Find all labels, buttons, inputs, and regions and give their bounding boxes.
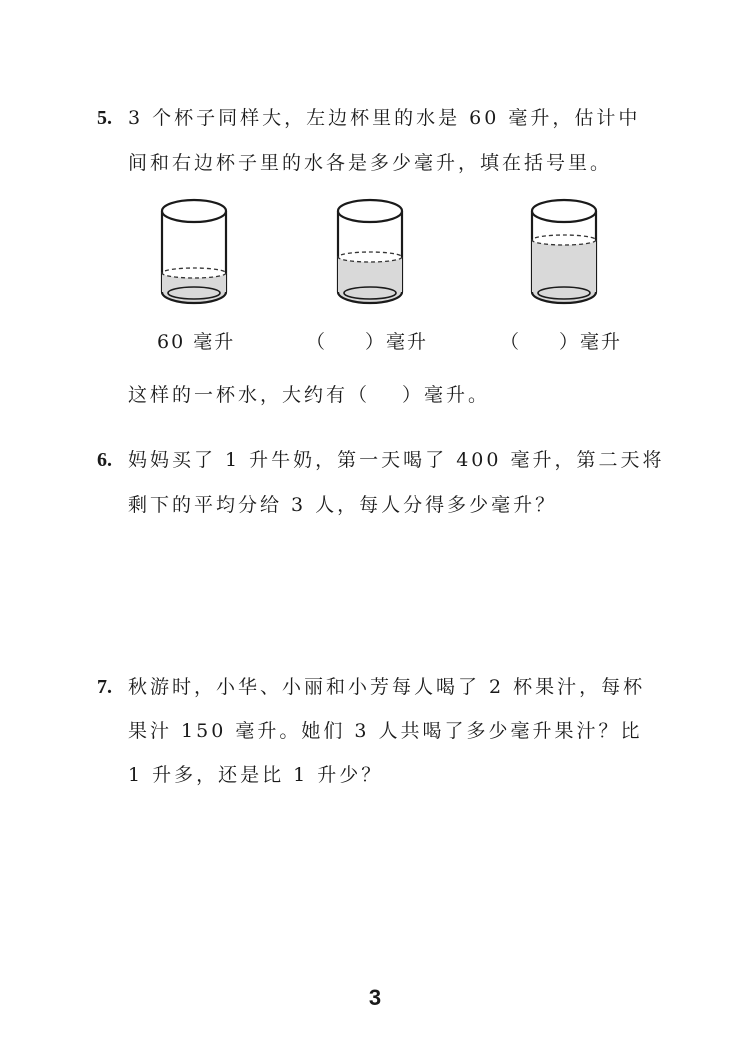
estimate-answer-blank[interactable]: （ ） bbox=[348, 384, 425, 406]
paren-open: （ bbox=[500, 331, 522, 353]
question-6-number: 6. bbox=[97, 449, 112, 471]
paren-open: （ bbox=[306, 331, 328, 353]
unit-label: 毫升 bbox=[386, 331, 429, 353]
line-3-after: 毫升。 bbox=[424, 384, 491, 406]
question-7-line-1: 秋游时，小华、小丽和小芳每人喝了 2 杯果汁，每杯 bbox=[128, 676, 646, 698]
question-7-number: 7. bbox=[97, 676, 112, 698]
cup-right-answer-blank[interactable] bbox=[500, 330, 622, 354]
paren-close: ） bbox=[559, 331, 581, 353]
question-6-line-1: 妈妈买了 1 升牛奶，第一天喝了 400 毫升，第二天将 bbox=[128, 449, 665, 471]
paren-close: ） bbox=[365, 331, 387, 353]
cup-left bbox=[158, 196, 230, 308]
page-number: 3 bbox=[368, 985, 382, 1010]
question-5-line-1: 3 个杯子同样大，左边杯里的水是 60 毫升，估计中 bbox=[128, 107, 641, 129]
unit-label: 毫升 bbox=[580, 331, 623, 353]
question-7-line-3: 1 升多，还是比 1 升少？ bbox=[128, 764, 384, 786]
line-3-before: 这样的一杯水，大约有 bbox=[128, 384, 349, 406]
question-5-line-2: 间和右边杯子里的水各是多少毫升，填在括号里。 bbox=[128, 152, 613, 174]
question-7-line-2: 果汁 150 毫升。她们 3 人共喝了多少毫升果汁？比 bbox=[128, 720, 643, 742]
cup-middle-answer-blank[interactable] bbox=[306, 330, 428, 354]
question-5-number: 5. bbox=[97, 107, 112, 129]
cup-left-label: 60 毫升 bbox=[157, 331, 236, 353]
question-5-line-3 bbox=[128, 383, 490, 407]
question-6-line-2: 剩下的平均分给 3 人，每人分得多少毫升？ bbox=[128, 494, 558, 516]
cup-middle bbox=[334, 196, 406, 308]
cup-right bbox=[528, 196, 600, 308]
